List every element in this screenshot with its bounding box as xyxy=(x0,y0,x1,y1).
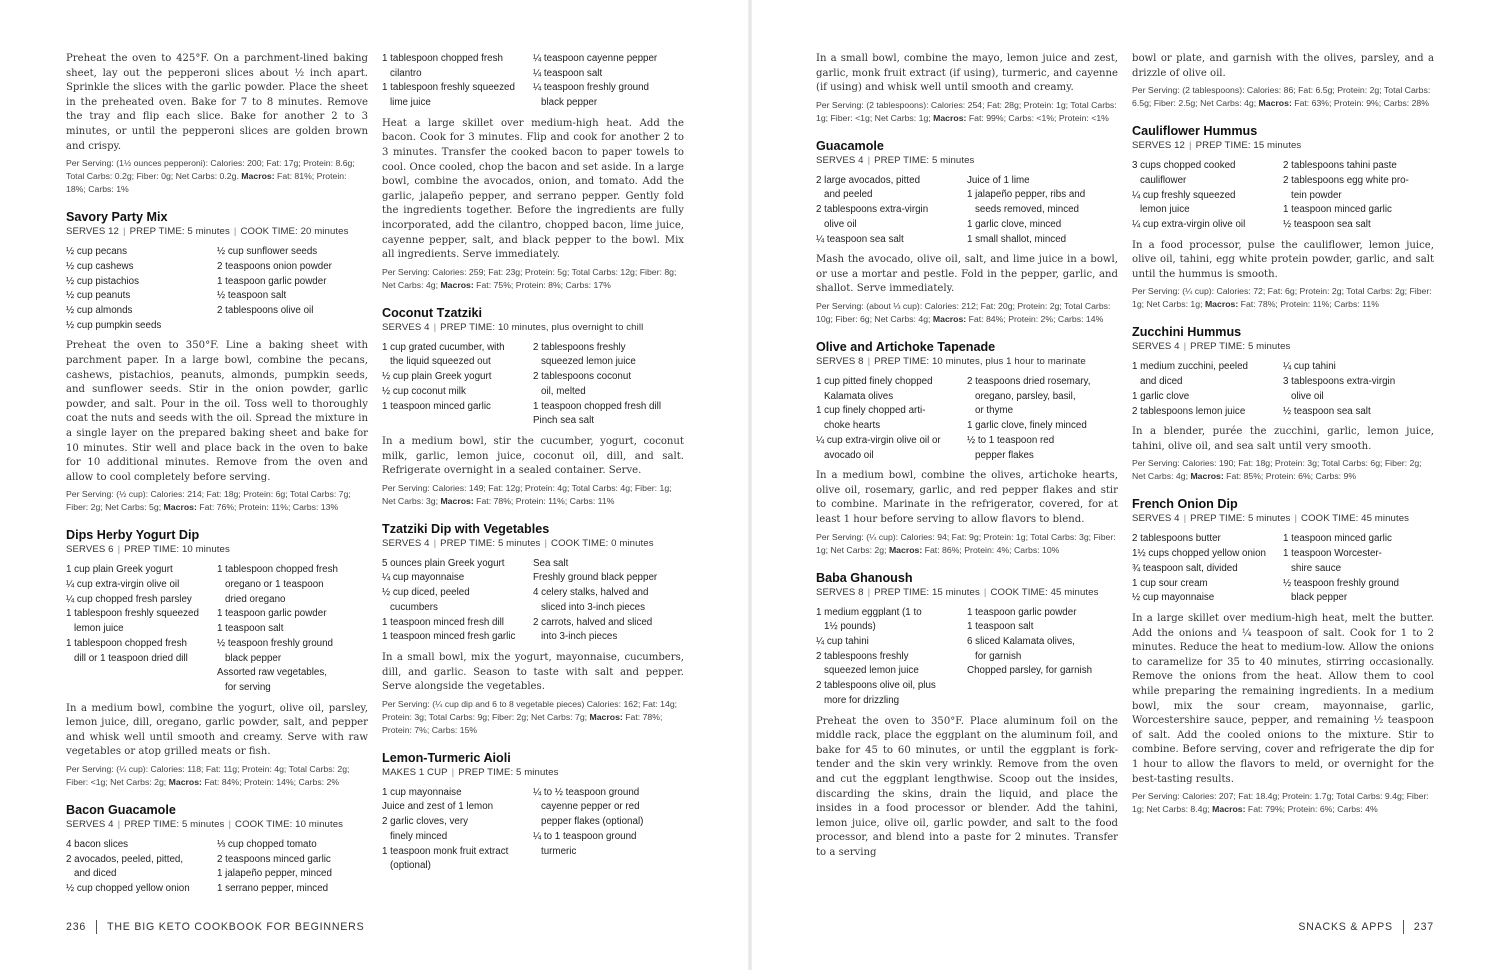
ingredient-item: ¼ cup mayonnaise xyxy=(382,572,465,584)
ingredient-item: ½ teaspoon salt xyxy=(217,290,287,302)
ingredient-item: 2 tablespoons extra-virgin olive oil xyxy=(816,204,929,230)
ingredient-item: ¼ cup extra-virgin olive oil or avocado oil xyxy=(816,434,941,461)
per-serving-note: Per Serving: (2 tablespoons): Calories: 254; Fat: 28g; Protein: 1g; Total Carbs: 1g; Fiber: <1g; Net Carbs: 1g; Macros: Fat: 99%; Carbs: <1%; Protein: <1% xyxy=(816,99,1117,123)
ingredient-item: 2 teaspoons minced garlic xyxy=(217,853,331,865)
ingredient-item: 4 bacon slices xyxy=(66,839,129,851)
ingredient-item: 1½ cups chopped yellow onion xyxy=(1132,548,1266,560)
ingredient-item: ½ teaspoon freshly ground black pepper xyxy=(1283,577,1400,604)
ingredient-item: 1 cup finely chopped arti- choke hearts xyxy=(816,405,926,432)
ingredient-item: Chopped parsley, for garnish xyxy=(967,665,1093,677)
recipe-title: Dips Herby Yogurt Dip xyxy=(66,528,200,543)
ingredient-item: 2 tablespoons coconut oil, melted xyxy=(533,371,632,397)
ingredient-item: 1 teaspoon monk fruit extract (optional) xyxy=(382,845,509,872)
ingredient-item: ½ cup peanuts xyxy=(66,290,131,302)
ingredient-item: Sea salt xyxy=(533,557,569,569)
ingredient-item: 1 teaspoon minced fresh garlic xyxy=(382,631,516,643)
ingredient-item: ½ cup chopped yellow onion xyxy=(66,883,190,895)
ingredient-item: 1 teaspoon garlic powder xyxy=(217,608,327,620)
ingredient-item: ¼ teaspoon freshly ground black pepper xyxy=(533,82,650,109)
ingredient-item: ¼ cup tahini xyxy=(1283,361,1336,373)
ingredient-item: 5 ounces plain Greek yogurt xyxy=(382,557,505,569)
recipe-directions: Preheat the oven to 350°F. Line a baking sheet with parchment paper. In a large bowl, combine the pecans, cashews, pistachios, peanuts, almonds, pumpkin seeds, and sunflower seeds. Stir in the onion powder, garlic powder, and salt. Pour in the oil. Toss well to thoroughly coat the nuts and seeds with the oil. Spread the mixture in a single layer on the prepared baking sheet and bake for 10 minutes. Stir well and place back in the oven to bake for 10 additional minutes. Remove from the oven and allow to cool completely before serving. xyxy=(66,340,368,483)
ingredient-list xyxy=(382,557,684,645)
recipe-meta: SERVES 4 | PREP TIME: 5 minutes | COOK TIME: 45 minutes xyxy=(1132,513,1410,525)
recipe-directions: In a large skillet over medium-high heat, melt the butter. Add the onions and ¼ teaspoon of salt. Cook for 1 to 2 minutes. Reduce the heat to medium-low. Allow the onions to caramelize for 35 to 40 minutes, stirring occasionally. Remove the onions from the heat. Allow them to cool while preparing the remaining ingredients. In a medium bowl, mix the sour cream, mayonnaise, garlic, Worcestershire sauce, pepper, and remaining ½ teaspoon of salt. Add the cooled onions to the mixture. Stir to combine. Before serving, cover and refrigerate the dip for 1 hour to allow the flavors to meld, or overnight for the best-tasting results. xyxy=(1132,613,1434,785)
right-page-column-2 xyxy=(1132,52,1434,828)
ingredient-item: Pinch sea salt xyxy=(533,415,594,427)
recipe-meta: MAKES 1 CUP | PREP TIME: 5 minutes xyxy=(382,766,559,778)
ingredient-item: 1 cup sour cream xyxy=(1132,577,1208,589)
page-number: 236 xyxy=(66,920,87,933)
ingredient-item: 1 teaspoon salt xyxy=(967,621,1034,633)
ingredient-list xyxy=(1132,360,1434,419)
ingredient-item: 2 tablespoons egg white pro- tein powder xyxy=(1283,174,1409,201)
ingredient-item: ½ cup sunflower seeds xyxy=(217,246,318,258)
ingredient-item: 1 medium eggplant (1 to 1½ pounds) xyxy=(816,606,922,633)
ingredient-item: ¼ cup freshly squeezed lemon juice xyxy=(1132,189,1236,216)
ingredient-item: 1 teaspoon garlic powder xyxy=(967,606,1077,618)
ingredient-item: 1 teaspoon minced garlic xyxy=(382,400,491,412)
recipe-title: Tzatziki Dip with Vegetables xyxy=(382,521,550,536)
ingredient-item: ¼ cup extra-virgin olive oil xyxy=(1132,219,1246,230)
ingredient-list xyxy=(382,52,684,111)
left-page-column-1 xyxy=(66,52,368,903)
footer-divider xyxy=(96,920,97,934)
ingredient-item: ½ teaspoon sea salt xyxy=(1283,219,1371,230)
ingredient-item: 1 tablespoon chopped fresh cilantro xyxy=(382,53,503,79)
ingredient-item: 2 teaspoons onion powder xyxy=(217,260,332,272)
ingredient-item: 1 teaspoon chopped fresh dill xyxy=(533,400,661,412)
ingredient-list xyxy=(66,563,368,695)
page-number: 237 xyxy=(1413,920,1434,933)
per-serving-note: Per Serving: (¼ cup): Calories: 94; Fat: 9g; Protein: 1g; Total Carbs: 3g; Fiber: 1g; Net Carbs: 2g; Macros: Fat: 86%; Protein: 4%; Carbs: 10% xyxy=(816,531,1116,555)
per-serving-note: Per Serving: (½ cup): Calories: 214; Fat: 18g; Protein: 6g; Total Carbs: 7g; Fiber: 2g; Net Carbs: 5g; Macros: Fat: 76%; Protein: 11%; Carbs: 13% xyxy=(66,489,351,513)
ingredient-list xyxy=(1132,159,1434,233)
ingredient-item: 1 medium zucchini, peeled and diced xyxy=(1132,361,1248,388)
recipe-directions: In a medium bowl, combine the yogurt, olive oil, parsley, lemon juice, dill, oregano, garlic powder, salt, and pepper and whisk well until smooth and creamy. Serve with raw vegetables or atop grilled meats or fish. xyxy=(66,702,368,758)
recipe-title: Coconut Tzatziki xyxy=(382,305,483,320)
ingredient-item: Juice and zest of 1 lemon xyxy=(382,801,494,813)
ingredient-item: ¼ teaspoon salt xyxy=(533,67,603,79)
ingredient-item: ½ cup pumpkin seeds xyxy=(66,319,162,331)
ingredient-item: 1 tablespoon chopped fresh oregano or 1 teaspoon dried oregano xyxy=(217,564,338,605)
ingredient-item: ½ cup pecans xyxy=(66,246,128,258)
per-serving-note: Per Serving: (1½ ounces pepperoni): Calories: 200; Fat: 17g; Protein: 8.6g; Total Carbs: 0.2g; Fiber: 0g; Net Carbs: 0.2g. Macros: Fat: 81%; Protein: 18%; Carbs: 1% xyxy=(66,158,355,195)
ingredient-item: ½ cup pistachios xyxy=(66,275,139,287)
ingredient-item: 1 garlic clove xyxy=(1132,390,1190,402)
recipe-directions: bowl or plate, and garnish with the olives, parsley, and a drizzle of olive oil. xyxy=(1132,53,1434,79)
ingredient-item: 1 teaspoon Worcester- shire sauce xyxy=(1283,548,1382,574)
ingredient-item: 1 tablespoon freshly squeezed lemon juice xyxy=(66,608,199,635)
ingredient-item: 1 cup pitted finely chopped Kalamata olives xyxy=(816,376,933,402)
ingredient-item: 1 cup mayonnaise xyxy=(382,786,462,798)
recipe-directions: Mash the avocado, olive oil, salt, and lime juice in a bowl, or use a mortar and pestle. Fold in the pepper, garlic, and shallot. Serve immediately. xyxy=(816,254,1118,295)
ingredient-item: ¼ teaspoon sea salt xyxy=(816,233,904,245)
ingredient-item: 2 tablespoons olive oil, plus more for drizzling xyxy=(816,680,936,706)
recipe-directions: In a medium bowl, stir the cucumber, yogurt, coconut milk, garlic, lemon juice, coconut oil, dill, and salt. Refrigerate overnight in a sealed container. Serve. xyxy=(382,435,684,477)
recipe-title: Lemon-Turmeric Aioli xyxy=(382,750,511,765)
recipe-directions: Preheat the oven to 425°F. On a parchment-lined baking sheet, lay out the pepperoni slices about ½ inch apart. Sprinkle the slices with the garlic powder. Place the sheet in the preheated oven. Bake for 7 to 8 minutes. Remove the tray and flip each slice. Bake for another 2 to 3 minutes, or until the pepperoni slices are golden brown and crispy. xyxy=(66,53,368,152)
ingredient-item: 1 serrano pepper, minced xyxy=(217,883,329,895)
recipe-directions: In a medium bowl, combine the olives, artichoke hearts, olive oil, rosemary, garlic, and red pepper flakes and stir to combine. Marinate in the refrigerator, covered, for at least 1 hour before serving to allow flavors to blend. xyxy=(816,470,1118,526)
recipe-meta: SERVES 6 | PREP TIME: 10 minutes xyxy=(66,544,230,556)
ingredient-item: 1 small shallot, minced xyxy=(967,233,1067,245)
recipe-directions: In a food processor, pulse the cauliflower, lemon juice, olive oil, tahini, egg white protein powder, garlic, and salt until the hummus is smooth. xyxy=(1132,239,1434,280)
ingredient-item: ¼ to 1 teaspoon ground turmeric xyxy=(533,830,637,857)
footer-divider xyxy=(1403,920,1404,934)
ingredient-item: 1 tablespoon chopped fresh dill or 1 teaspoon dried dill xyxy=(66,637,188,664)
ingredient-item: ¾ teaspoon salt, divided xyxy=(1132,562,1238,574)
ingredient-item: ¼ teaspoon cayenne pepper xyxy=(533,53,658,64)
ingredient-item: 2 tablespoons olive oil xyxy=(217,304,314,316)
ingredient-item: 3 cups chopped cooked cauliflower xyxy=(1132,160,1236,186)
recipe-title: Zucchini Hummus xyxy=(1132,325,1242,340)
ingredient-item: 1 teaspoon minced fresh dill xyxy=(382,616,504,628)
ingredient-item: ½ cup plain Greek yogurt xyxy=(382,371,492,383)
recipe-title: Olive and Artichoke Tapenade xyxy=(816,340,996,355)
ingredient-item: 1 cup grated cucumber, with the liquid squeezed out xyxy=(382,341,505,368)
ingredient-item: Juice of 1 lime xyxy=(967,174,1030,186)
right-page-column-1 xyxy=(816,52,1118,864)
ingredient-item: ½ to 1 teaspoon red pepper flakes xyxy=(967,434,1055,461)
ingredient-item: 2 tablespoons freshly squeezed lemon juice xyxy=(816,650,919,677)
chapter-title: SNACKS & APPS xyxy=(1298,920,1393,933)
recipe-meta: SERVES 12 | PREP TIME: 15 minutes xyxy=(1132,140,1302,152)
per-serving-note: Per Serving: (¼ cup dip and 6 to 8 vegetable pieces) Calories: 162; Fat: 14g; Protein: 3g; Total Carbs: 9g; Fiber: 2g; Net Carbs: 7g; Macros: Fat: 78%; Protein: 7%; Carbs: 15% xyxy=(382,698,678,735)
ingredient-item: ½ cup diced, peeled cucumbers xyxy=(382,587,470,613)
book-title: THE BIG KETO COOKBOOK FOR BEGINNERS xyxy=(107,920,365,933)
ingredient-item: ¼ to ½ teaspoon ground cayenne pepper or red pepper flakes (optional) xyxy=(533,786,644,828)
ingredient-item: 2 teaspoons dried rosemary, oregano, parsley, basil, or thyme xyxy=(967,376,1091,417)
per-serving-note: Per Serving: (¼ cup): Calories: 72; Fat: 6g; Protein: 2g; Total Carbs: 2g; Fiber: 1g; Net Carbs: 1g; Macros: Fat: 78%; Protein: 11%; Carbs: 11% xyxy=(1132,286,1432,310)
per-serving-note: Per Serving: (2 tablespoons): Calories: 86; Fat: 6.5g; Protein: 2g; Total Carbs: 6.5g; Fiber: 2.5g; Net Carbs: 4g; Macros: Fat: 63%; Protein: 9%; Carbs: 28% xyxy=(1132,85,1431,109)
recipe-meta: SERVES 4 | PREP TIME: 5 minutes | COOK TIME: 0 minutes xyxy=(382,537,654,549)
recipe-directions: Preheat the oven to 350°F. Place aluminum foil on the middle rack, place the eggplant on the aluminum foil, and bake for 45 to 60 minutes, or until the eggplant is fork-tender and the skin very wrinkly. Remove from the oven and cut the eggplant lengthwise. Scoop out the insides, discarding the skins, drain the liquid, and place the insides in a food processor or blender. Add the tahini, lemon juice, olive oil, garlic powder, and salt to the food processor, and blend into a paste for 2 minutes. Transfer to a serving xyxy=(816,715,1118,858)
ingredient-item: ¼ cup extra-virgin olive oil xyxy=(66,579,180,591)
recipe-title: Guacamole xyxy=(816,138,884,153)
ingredient-item: 1 teaspoon garlic powder xyxy=(217,275,327,287)
ingredient-list xyxy=(816,375,1118,463)
ingredient-item: ¼ cup tahini xyxy=(816,636,869,648)
ingredient-item: 2 tablespoons tahini paste xyxy=(1283,160,1397,172)
ingredient-item: 1 jalapeño pepper, ribs and seeds removed, minced xyxy=(967,189,1086,216)
recipe-directions: In a blender, purée the zucchini, garlic, lemon juice, tahini, olive oil, and sea salt until very smooth. xyxy=(1132,426,1434,452)
ingredient-item: 4 celery stalks, halved and sliced into 3-inch pieces xyxy=(533,587,649,613)
ingredient-item: ½ teaspoon sea salt xyxy=(1283,405,1371,417)
per-serving-note: Per Serving: Calories: 149; Fat: 12g; Protein: 4g; Total Carbs: 4g; Fiber: 1g; Net Carbs: 3g; Macros: Fat: 78%; Protein: 11%; Carbs: 11% xyxy=(382,482,672,506)
ingredient-list xyxy=(382,786,684,874)
recipe-title: Baba Ghanoush xyxy=(816,570,913,585)
recipe-meta: SERVES 4 | PREP TIME: 10 minutes, plus overnight to chill xyxy=(382,321,644,333)
recipe-directions: In a small bowl, mix the yogurt, mayonnaise, cucumbers, dill, and garlic. Season to taste with salt and pepper. Serve alongside the vegetables. xyxy=(382,651,684,693)
ingredient-item: Freshly ground black pepper xyxy=(533,572,658,584)
recipe-title: French Onion Dip xyxy=(1132,497,1238,512)
ingredient-list xyxy=(1132,532,1434,606)
ingredient-item: ½ cup coconut milk xyxy=(382,385,466,397)
ingredient-item: 6 sliced Kalamata olives, for garnish xyxy=(967,636,1075,662)
ingredient-list xyxy=(816,174,1118,248)
ingredient-item: 1 garlic clove, finely minced xyxy=(967,420,1087,432)
recipe-meta: SERVES 8 | PREP TIME: 10 minutes, plus 1 hour to marinate xyxy=(816,356,1086,368)
ingredient-item: 2 avocados, peeled, pitted, and diced xyxy=(66,853,184,880)
ingredient-item: 2 tablespoons lemon juice xyxy=(1132,405,1246,417)
ingredient-item: ½ cup cashews xyxy=(66,260,134,272)
ingredient-item: 1 jalapeño pepper, minced xyxy=(217,868,332,880)
ingredient-item: Assorted raw vegetables, for serving xyxy=(217,667,327,693)
ingredient-item: 2 large avocados, pitted and peeled xyxy=(816,174,921,201)
recipe-meta: SERVES 8 | PREP TIME: 15 minutes | COOK TIME: 45 minutes xyxy=(816,586,1099,598)
ingredient-item: 1 teaspoon salt xyxy=(217,623,284,635)
ingredient-item: 2 tablespoons freshly squeezed lemon juice xyxy=(533,341,636,368)
recipe-meta: SERVES 4 | PREP TIME: 5 minutes xyxy=(816,154,975,166)
recipe-title: Cauliflower Hummus xyxy=(1132,124,1258,139)
ingredient-item: ⅓ cup chopped tomato xyxy=(217,839,317,851)
recipe-meta: SERVES 4 | PREP TIME: 5 minutes | COOK TIME: 10 minutes xyxy=(66,819,344,831)
ingredient-item: 1 tablespoon freshly squeezed lime juice xyxy=(382,82,515,109)
recipe-directions: Heat a large skillet over medium-high heat. Add the bacon. Cook for 3 minutes. Flip and cook for another 2 to 3 minutes. Transfer the cooked bacon to paper towels to cool. Once cooled, chop the bacon and set aside. In a large bowl, combine the avocados, onion, and tomato. Add the garlic, jalapeño pepper, and serrano pepper. Gently fold the ingredients together. Before the ingredients are fully incorporated, add the cilantro, chopped bacon, lime juice, cayenne pepper, salt, and black pepper to the bowl. Mix all ingredients. Serve immediately. xyxy=(382,117,684,261)
recipe-directions: In a small bowl, combine the mayo, lemon juice and zest, garlic, monk fruit extract (if using), turmeric, and cayenne (if using) and whisk well until smooth and creamy. xyxy=(816,53,1118,94)
right-page-footer xyxy=(1298,920,1434,934)
recipe-meta: SERVES 12 | PREP TIME: 5 minutes | COOK TIME: 20 minutes xyxy=(66,226,349,238)
per-serving-note: Per Serving: (about ⅓ cup): Calories: 212; Fat: 20g; Protein: 2g; Total Carbs: 10g; Fiber: 6g; Net Carbs: 4g; Macros: Fat: 84%; Protein: 2%; Carbs: 14% xyxy=(816,301,1111,325)
per-serving-note: Per Serving: Calories: 259; Fat: 23g; Protein: 5g; Total Carbs: 12g; Fiber: 8g; Net Carbs: 4g; Macros: Fat: 75%; Protein: 8%; Carbs: 17% xyxy=(382,266,677,290)
recipe-title: Savory Party Mix xyxy=(66,210,168,225)
ingredient-item: ½ cup almonds xyxy=(66,304,133,316)
recipe-title: Bacon Guacamole xyxy=(66,803,176,818)
per-serving-note: Per Serving: Calories: 207; Fat: 18.4g; Protein: 1.7g; Total Carbs: 9.4g; Fiber: 1g; Net Carbs: 8.4g; Macros: Fat: 79%; Protein: 6%; Carbs: 4% xyxy=(1132,791,1429,815)
book-gutter xyxy=(748,0,752,970)
ingredient-item: 1 teaspoon minced garlic xyxy=(1283,533,1392,545)
ingredient-item: 1 cup plain Greek yogurt xyxy=(66,564,173,576)
ingredient-item: ½ teaspoon freshly ground black pepper xyxy=(217,637,334,664)
ingredient-list xyxy=(66,838,368,897)
ingredient-item: 1 garlic clove, minced xyxy=(967,218,1062,230)
ingredient-list xyxy=(66,245,368,333)
ingredient-list xyxy=(816,606,1118,709)
per-serving-note: Per Serving: (¼ cup): Calories: 118; Fat: 11g; Protein: 4g; Total Carbs: 2g; Fiber: <1g; Net Carbs: 2g; Macros: Fat: 84%; Protein: 14%; Carbs: 2% xyxy=(66,764,350,788)
ingredient-list xyxy=(382,341,684,429)
ingredient-item: ½ cup mayonnaise xyxy=(1132,592,1215,604)
left-page-column-2 xyxy=(382,52,684,880)
ingredient-item: 2 carrots, halved and sliced into 3-inch pieces xyxy=(533,616,653,643)
ingredient-item: 2 garlic cloves, very finely minced xyxy=(382,816,469,842)
left-page-footer xyxy=(66,920,364,934)
ingredient-item: 1 teaspoon minced garlic xyxy=(1283,204,1392,216)
per-serving-note: Per Serving: Calories: 190; Fat: 18g; Protein: 3g; Total Carbs: 6g; Fiber: 2g; Net Carbs: 4g; Macros: Fat: 85%; Protein: 6%; Carbs: 9% xyxy=(1132,458,1422,482)
ingredient-item: 3 tablespoons extra-virgin olive oil xyxy=(1283,376,1396,402)
recipe-meta: SERVES 4 | PREP TIME: 5 minutes xyxy=(1132,341,1291,353)
ingredient-item: 2 tablespoons butter xyxy=(1132,533,1221,545)
ingredient-item: ¼ cup chopped fresh parsley xyxy=(66,593,192,605)
